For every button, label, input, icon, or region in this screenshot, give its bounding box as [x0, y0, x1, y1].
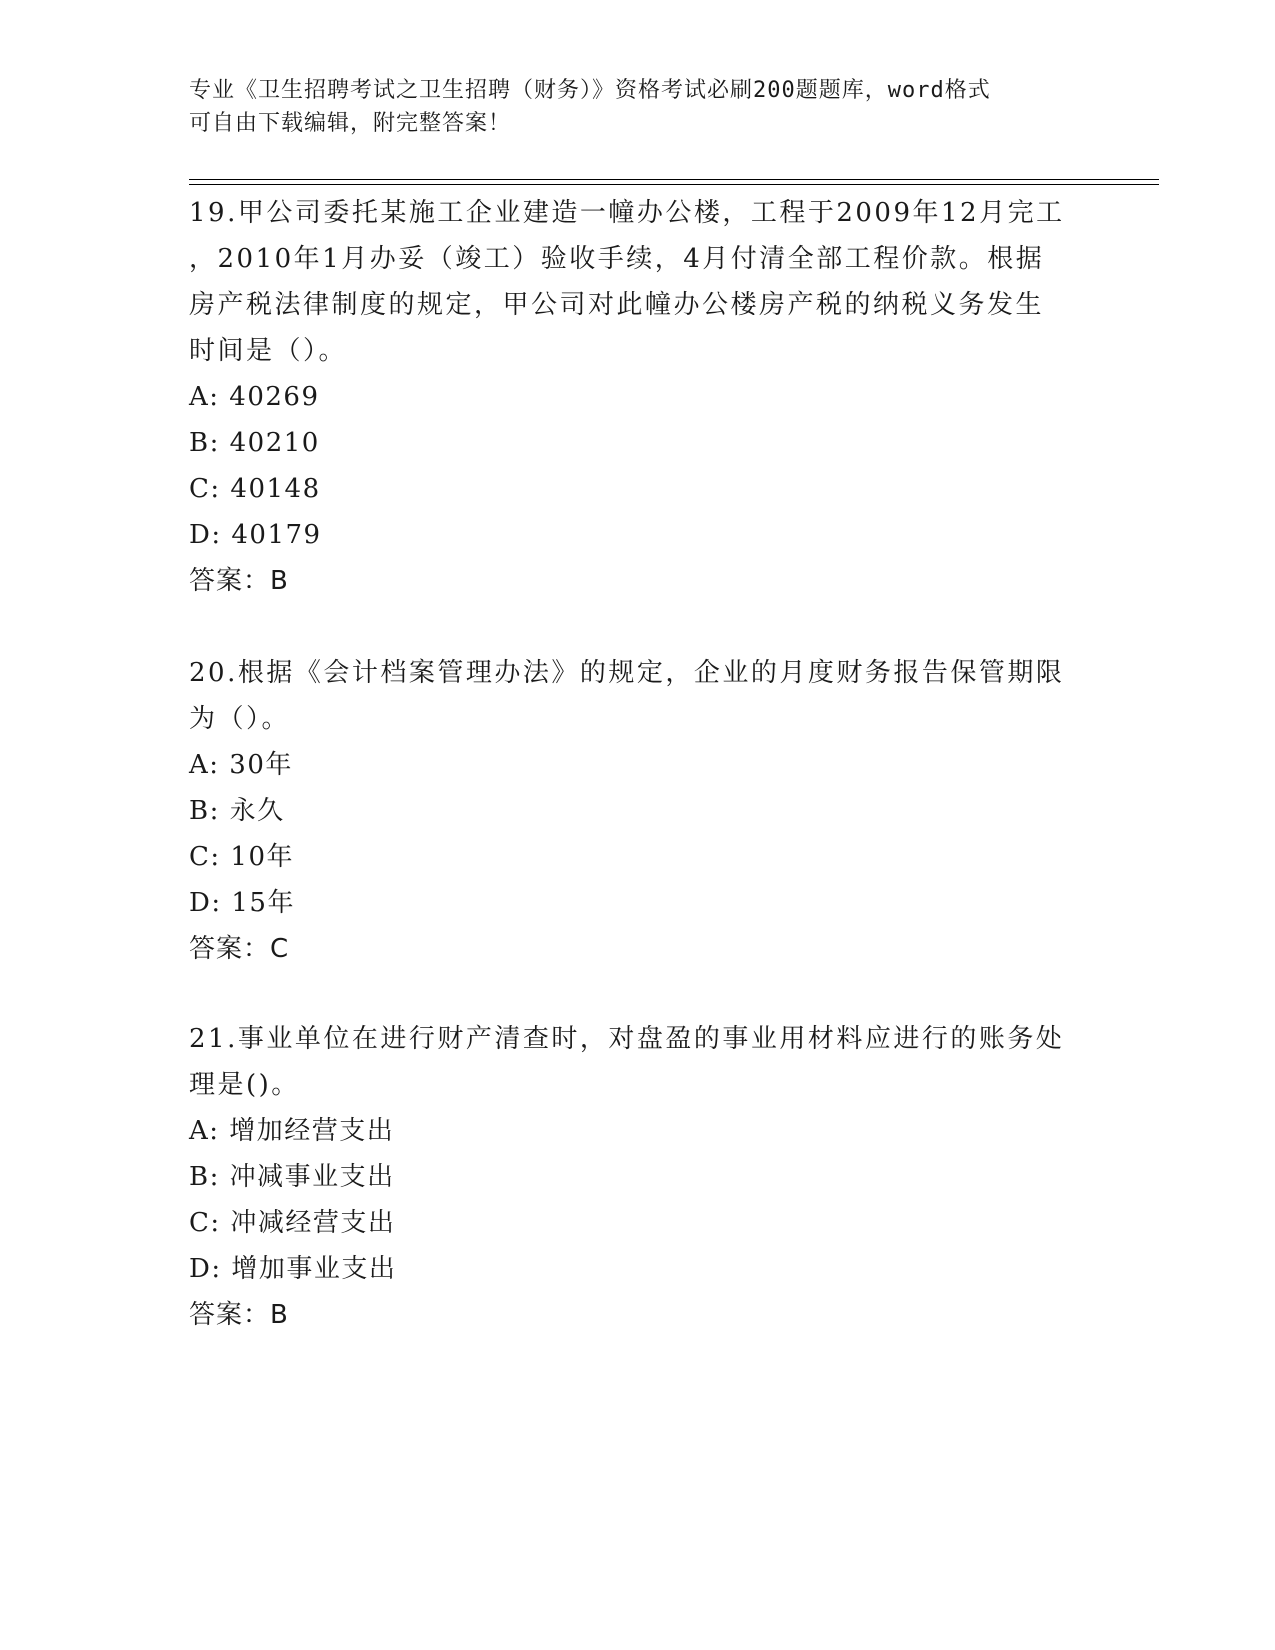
- document-header: [189, 74, 1089, 140]
- question-stem-line: ，2010年1月办妥（竣工）验收手续，4月付清全部工程价款。根据: [189, 244, 1045, 274]
- question-stem-line: 时间是（）。: [189, 336, 348, 366]
- option-c: C: 10年: [189, 842, 295, 872]
- header-divider-top: [189, 179, 1159, 180]
- option-c: C: 冲减经营支出: [189, 1208, 396, 1238]
- question-stem-line: 房产税法律制度的规定，甲公司对此幢办公楼房产税的纳税义务发生: [189, 290, 1045, 320]
- question-20: [189, 650, 1089, 972]
- question-19: [189, 190, 1089, 604]
- header-line-2: 可自由下载编辑，附完整答案！: [189, 111, 512, 136]
- option-d: D: 15年: [189, 888, 295, 918]
- option-a: A: 增加经营支出: [189, 1116, 395, 1146]
- question-stem-line: 19.甲公司委托某施工企业建造一幢办公楼，工程于2009年12月完工: [189, 198, 1065, 228]
- option-b: B: 40210: [189, 428, 320, 458]
- header-line-1: 专业《卫生招聘考试之卫生招聘（财务）》资格考试必刷200题题库，word格式: [189, 78, 991, 103]
- answer-text: 答案：C: [189, 934, 290, 964]
- question-stem-line: 理是()。: [189, 1070, 300, 1100]
- option-d: D: 增加事业支出: [189, 1254, 397, 1284]
- option-a: A: 40269: [189, 382, 320, 412]
- question-stem-line: 为（）。: [189, 704, 291, 734]
- option-c: C: 40148: [189, 474, 321, 504]
- option-d: D: 40179: [189, 520, 322, 550]
- option-a: A: 30年: [189, 750, 293, 780]
- option-b: B: 永久: [189, 796, 285, 826]
- question-stem-line: 20.根据《会计档案管理办法》的规定，企业的月度财务报告保管期限: [189, 658, 1065, 688]
- header-divider-bottom: [189, 184, 1159, 185]
- question-21: [189, 1016, 1089, 1338]
- option-b: B: 冲减事业支出: [189, 1162, 395, 1192]
- answer-text: 答案：B: [189, 1300, 289, 1330]
- answer-text: 答案：B: [189, 566, 289, 596]
- question-stem-line: 21.事业单位在进行财产清查时，对盘盈的事业用材料应进行的账务处: [189, 1024, 1065, 1054]
